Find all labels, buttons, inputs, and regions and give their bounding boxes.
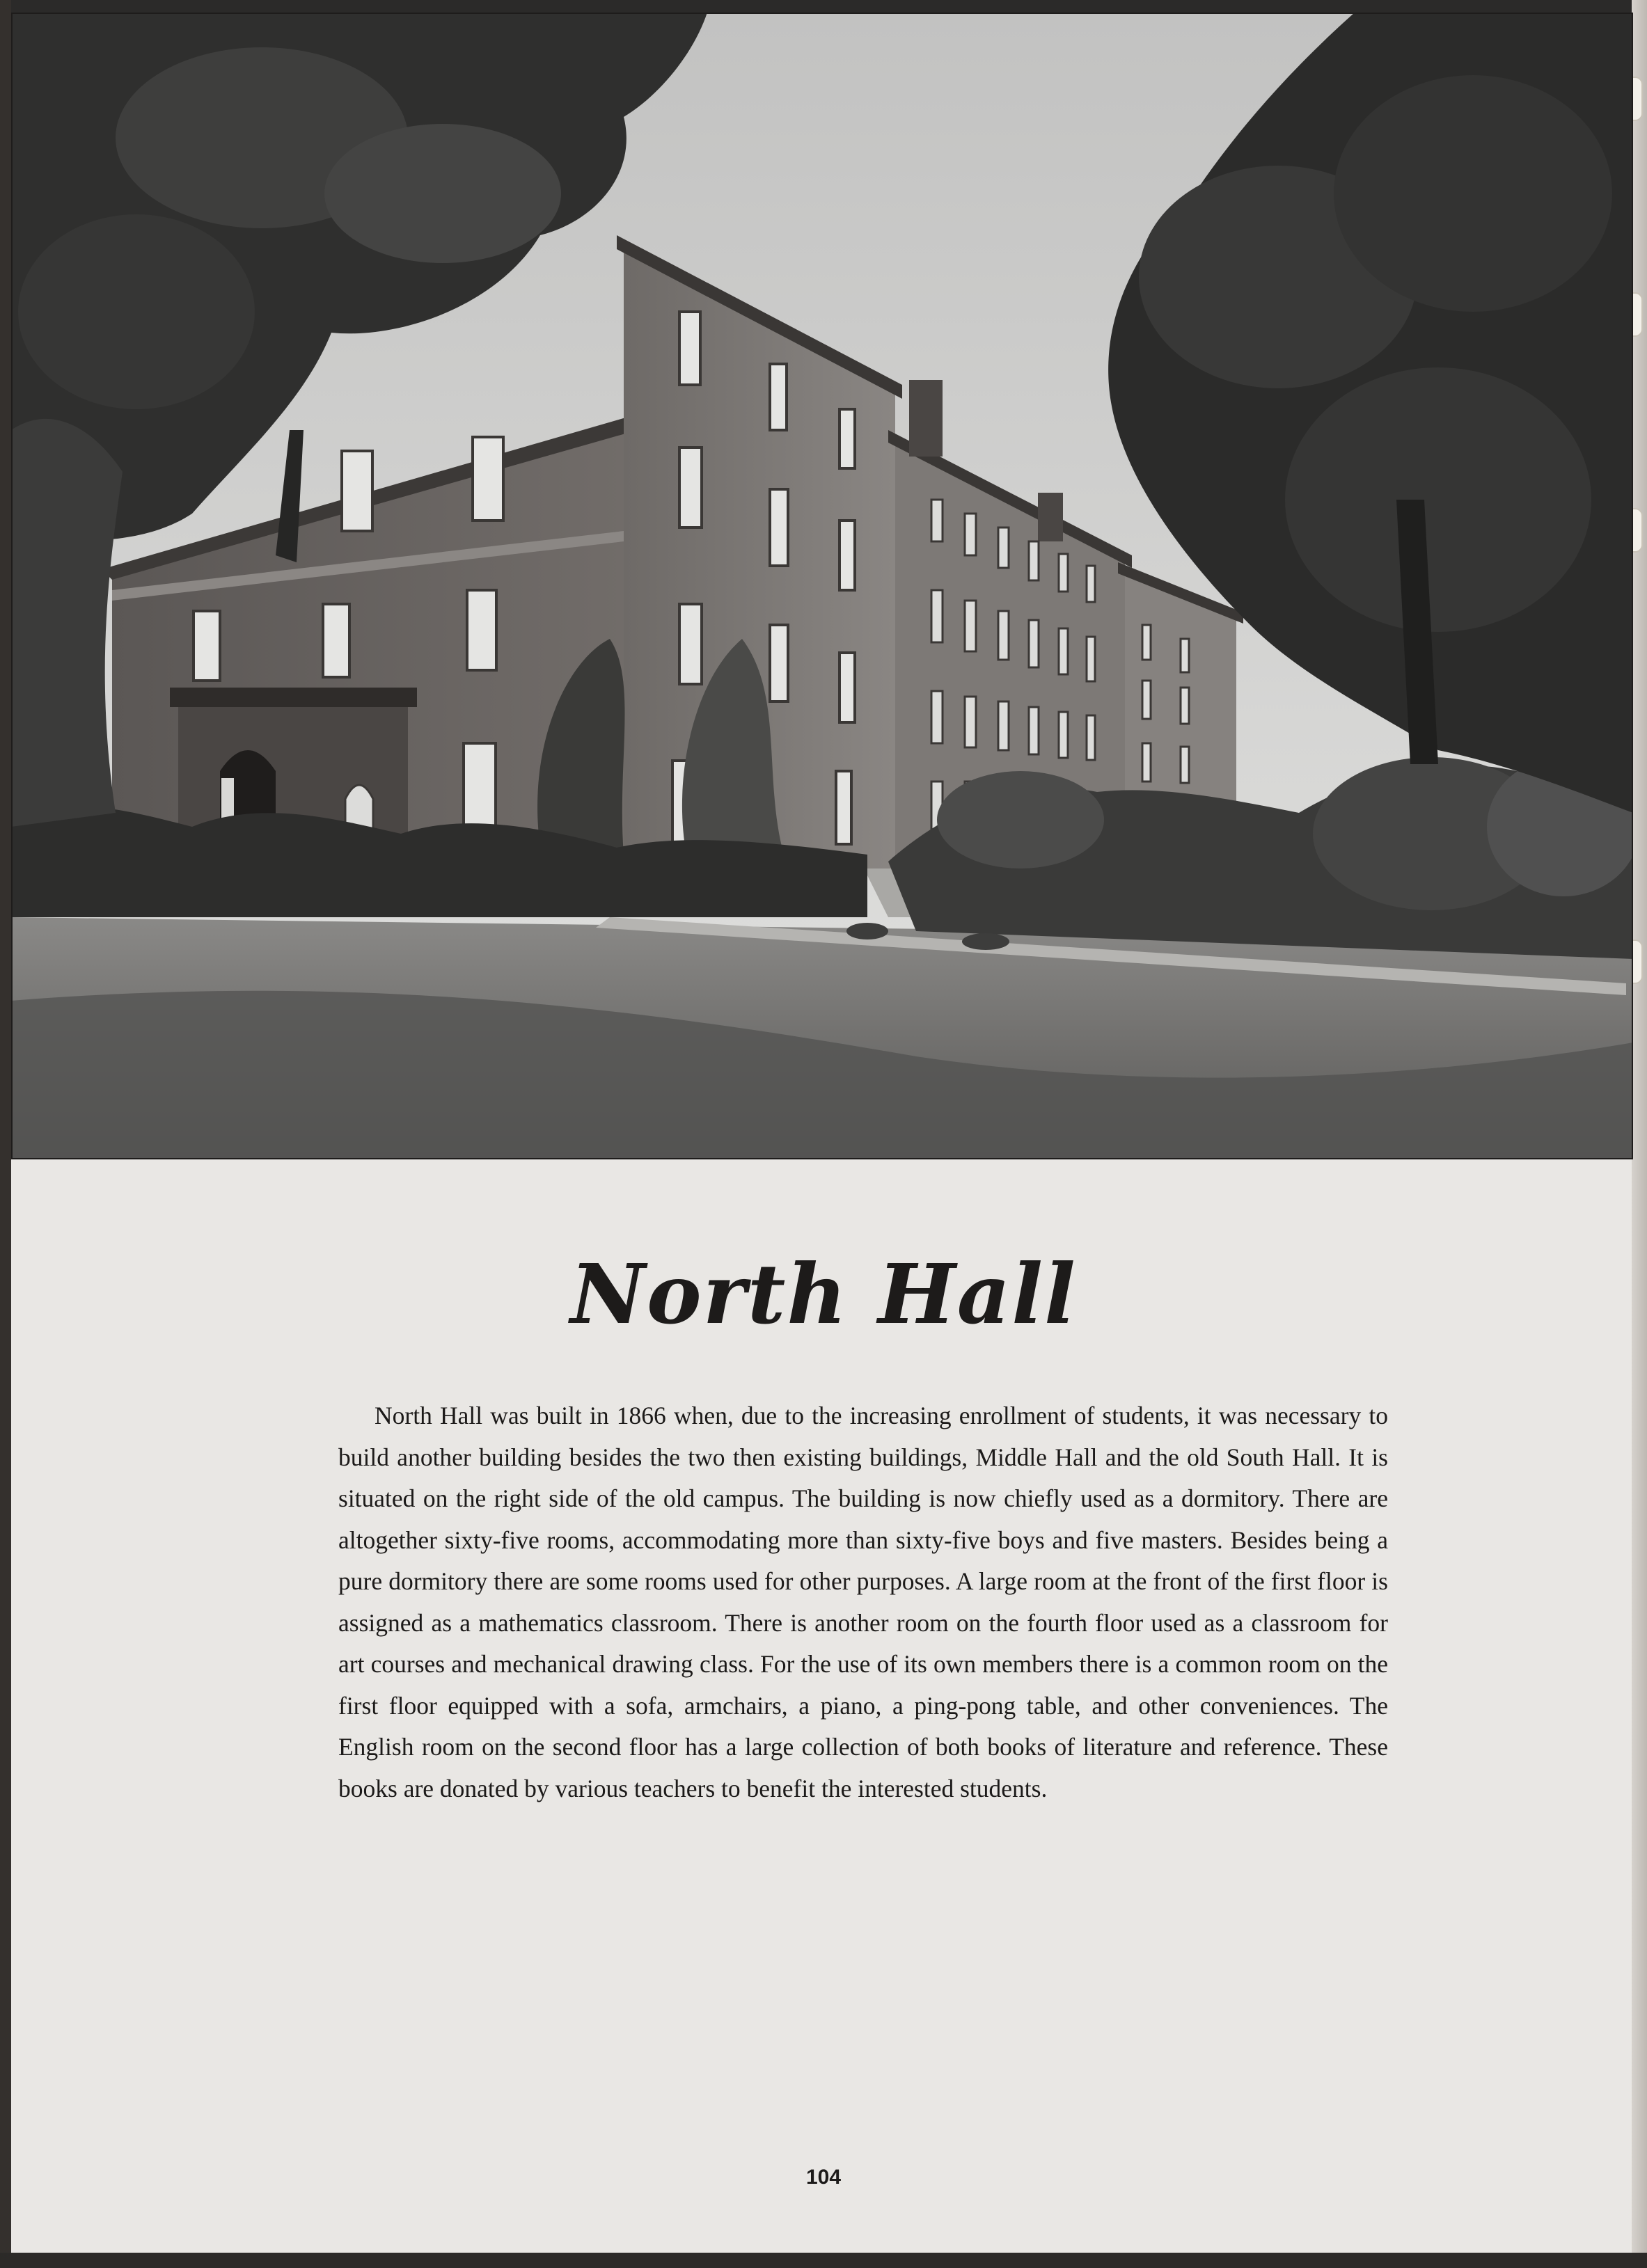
page-border-bottom: [0, 2253, 1647, 2268]
page-border-top: [0, 0, 1647, 13]
body-paragraph: North Hall was built in 1866 when, due to the increasing enrollment of students, it was necessary to build another building besides the two then existing buildings, Middle Hall and the old South Hall. It is situated on the right side of the old campus. The building is now chiefly used as a dormitory. There are altogether sixty-five rooms, accommodating more than sixty-five boys and five masters. Besides being a pure dormitory there are some rooms used for other purposes. A large room at the front of the first floor is assigned as a mathematics classroom. There is another room on the fourth floor used as a classroom for art courses and mechanical drawing class. For the use of its own members there is a common room on the first floor equipped with a sofa, armchairs, a piano, a ping-pong table, and other conveniences. The English room on the second floor has a large collection of both books of literature and reference. These books are donated by various teachers to benefit the interested students.: [338, 1402, 1388, 1802]
north-hall-photo-svg: [11, 13, 1633, 1159]
page-title: North Hall: [570, 1246, 1077, 1342]
page-edge-right: [1632, 0, 1647, 2268]
north-hall-photo: [11, 13, 1633, 1159]
page-border-left: [0, 0, 11, 2268]
page-number: 104: [805, 2166, 842, 2189]
